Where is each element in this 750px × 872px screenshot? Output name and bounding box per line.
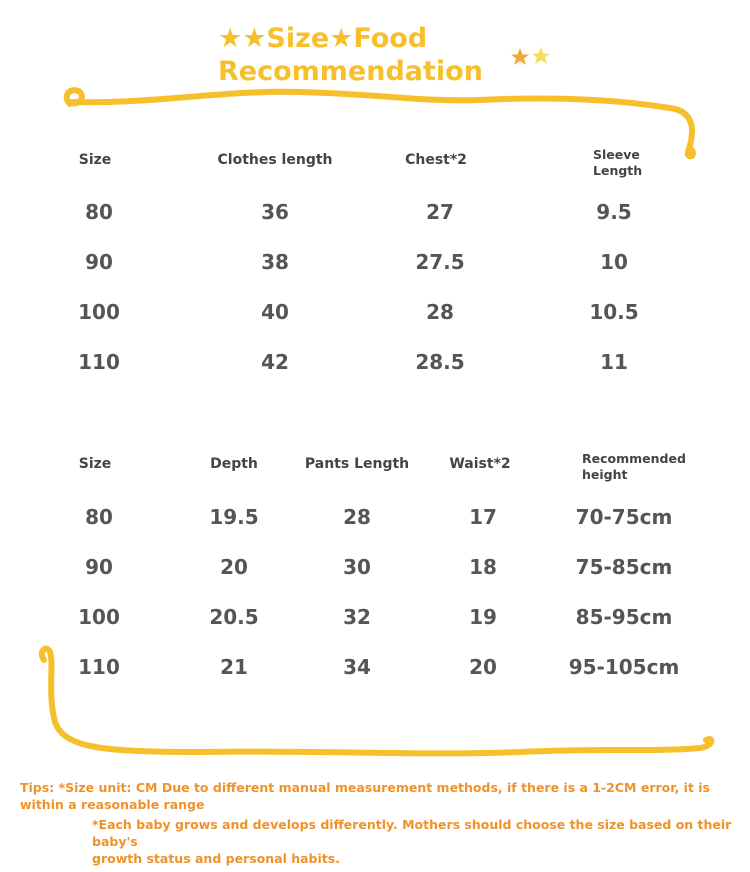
col-header-chest: Chest*2 [405, 152, 467, 168]
star-icon [508, 45, 556, 71]
col-header-clothes-length: Clothes length [217, 152, 333, 168]
table-cell: 95-105cm [568, 655, 680, 679]
tips-size-unit [20, 779, 740, 813]
table-cell: 70-75cm [575, 505, 673, 529]
table-cell: 100 [78, 300, 120, 324]
table-cell: 10.5 [589, 300, 639, 324]
table-cell: 27.5 [415, 250, 465, 274]
col-header-sleeve-length [593, 147, 642, 179]
table-cell: 9.5 [596, 200, 632, 224]
table-cell: 30 [343, 555, 371, 579]
col-header-depth: Depth [210, 456, 258, 472]
tips-line-1: Tips: *Size unit: CM Due to different manual measurement methods, if there is a 1-2CM error, it is [20, 780, 710, 795]
table-cell: 42 [261, 350, 289, 374]
table-cell: 27 [426, 200, 454, 224]
table-cell: 80 [85, 200, 113, 224]
table-cell: 28 [426, 300, 454, 324]
table-cell: 20 [469, 655, 497, 679]
table-cell: 90 [85, 250, 113, 274]
tips-growth-note [92, 816, 742, 867]
table-cell: 11 [600, 350, 628, 374]
table-cell: 40 [261, 300, 289, 324]
table-cell: 90 [85, 555, 113, 579]
table-cell: 20 [220, 555, 248, 579]
col-header-recommended-line1: Recommended [582, 451, 686, 466]
table-cell: 110 [78, 350, 120, 374]
table-cell: 18 [469, 555, 497, 579]
table-cell: 38 [261, 250, 289, 274]
col-header-sleeve-line1: Sleeve [593, 147, 640, 162]
table-cell: 17 [469, 505, 497, 529]
col-header-recommended-height [582, 451, 686, 483]
tips-line-2: within a reasonable range [20, 797, 205, 812]
col-header-waist: Waist*2 [449, 456, 511, 472]
table-cell: 75-85cm [575, 555, 673, 579]
col-header-sleeve-line2: Length [593, 163, 643, 178]
col-header-size: Size [78, 152, 112, 168]
table-cell: 10 [600, 250, 628, 274]
table-cell: 80 [85, 505, 113, 529]
table-cell: 19.5 [209, 505, 259, 529]
table-cell: 20.5 [209, 605, 259, 629]
col-header-recommended-line2: height [582, 467, 628, 482]
col-header-size: Size [78, 456, 112, 472]
table-cell: 34 [343, 655, 371, 679]
table-cell: 110 [78, 655, 120, 679]
title-line-1: ★★Size★Food [218, 23, 428, 54]
table-cell: 32 [343, 605, 371, 629]
title-line-2: Recommendation [218, 56, 483, 87]
table-cell: 19 [469, 605, 497, 629]
table-cell: 85-95cm [575, 605, 673, 629]
table-cell: 28.5 [415, 350, 465, 374]
table-cell: 21 [220, 655, 248, 679]
col-header-pants-length: Pants Length [304, 456, 410, 472]
table-cell: 28 [343, 505, 371, 529]
tips-line-4: growth status and personal habits. [92, 851, 340, 866]
page-title [218, 22, 483, 88]
tips-line-3: *Each baby grows and develops differently. Mothers should choose the size based on their baby's [92, 817, 732, 849]
table-cell: 36 [261, 200, 289, 224]
table-cell: 100 [78, 605, 120, 629]
